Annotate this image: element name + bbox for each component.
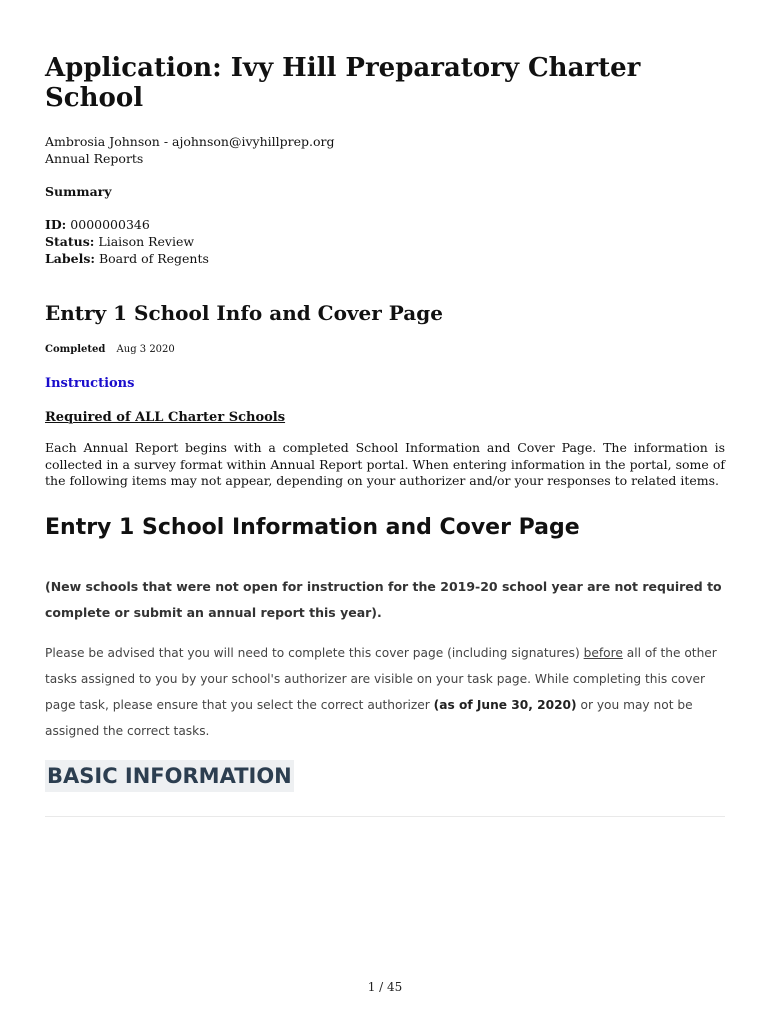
para-text-3: or you may not be assigned the correct tasks. [45,698,693,738]
status-value: Liaison Review [98,234,195,249]
instructions-paragraph: Each Annual Report begins with a completed School Information and Cover Page. The information is collected in a survey format within Annual Report portal. When entering information in the portal, some of the following items may not appear, depending on your authorizer and/or your responses to related items. [45,440,725,489]
id-field [45,217,150,233]
status-field [45,234,194,250]
cover-page-paragraph [45,640,725,744]
application-title: Application: Ivy Hill Preparatory Charter School [45,53,641,113]
para-bold: (as of June 30, 2020) [433,698,577,712]
status-label: Status: [45,234,95,249]
completion-status [45,344,175,355]
para-text-1: Please be advised that you will need to complete this cover page (including signatures) [45,646,584,660]
new-schools-note: (New schools that were not open for instruction for the 2019-20 school year are not required to complete or submit an annual report this year). [45,579,722,620]
section-divider [45,816,725,817]
basic-information-heading: BASIC INFORMATION [45,760,294,792]
category-line: Annual Reports [45,151,144,166]
para-text-2: all of the other tasks assigned to you by your school's authorizer are visible on your task page. While completing this cover page task, please ensure that you select the correct authorizer [45,646,717,712]
id-value: 0000000346 [70,217,150,232]
instructions-link[interactable]: Instructions [45,376,135,391]
page-number: 1 / 45 [367,980,403,994]
labels-label: Labels: [45,251,95,266]
contact-line: Ambrosia Johnson - ajohnson@ivyhillprep.org [45,134,335,149]
labels-field [45,251,209,267]
completed-label: Completed [45,344,106,355]
labels-value: Board of Regents [98,251,209,266]
summary-heading: Summary [45,184,112,199]
required-heading: Required of ALL Charter Schools [45,410,286,425]
entry-title: Entry 1 School Info and Cover Page [45,301,443,325]
para-underlined: before [583,646,623,660]
id-label: ID: [45,217,67,232]
section-heading: Entry 1 School Information and Cover Page [45,515,580,540]
completed-date: Aug 3 2020 [116,344,175,355]
